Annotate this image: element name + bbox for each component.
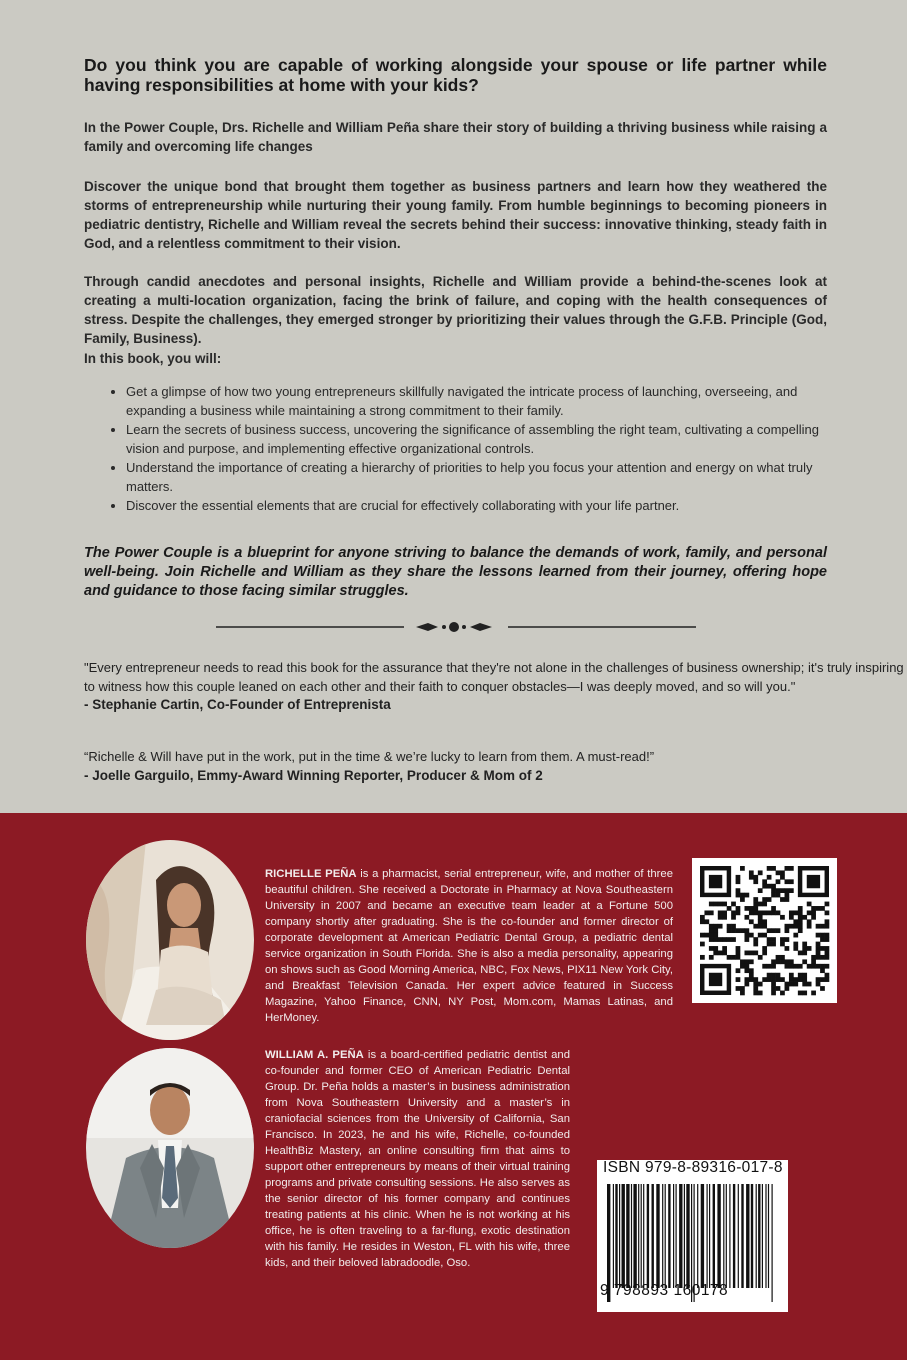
anecdotes-paragraph: Through candid anecdotes and personal insights, Richelle and William provide a behind-the-scenes look at creating a multi-location organization, facing the brink of failure, and coping with the health consequences of stress. Despite the challenges, they emerged stronger by prioritizing their values through the G.F.B. Principle (God, Family, Business).: [84, 274, 827, 346]
author-name: RICHELLE PEÑA: [265, 868, 357, 880]
discover-paragraph: Discover the unique bond that brought them together as business partners and learn how they weathered the storms of entrepreneurship while nurturing their young family. From humble beginnings to becoming pioneers in pediatric dentistry, Richelle and William reveal the secrets behind their success: innovative thinking, steady faith in God, and a relentless commitment to their vision.: [84, 179, 827, 251]
testimonial-quote: “Richelle & Will have put in the work, put in the time & we’re lucky to learn from them. A must-read!”: [84, 749, 655, 764]
list-item: • Discover the essential elements that are crucial for effectively collaborating with your life partner.: [126, 496, 846, 515]
benefits-list: [104, 382, 846, 515]
closing-statement: The Power Couple is a blueprint for anyone striving to balance the demands of work, family, and personal well-being. Join Richelle and William as they share the lessons learned from their journey, offering hope and guidance to those facing similar struggles.: [84, 545, 827, 599]
list-item: • Learn the secrets of business success, uncovering the significance of assembling the right team, cultivating a compelling vision and purpose, and implementing effective organizational controls.: [126, 420, 846, 458]
author-name: WILLIAM A. PEÑA: [265, 1049, 364, 1061]
testimonial-attribution: - Joelle Garguilo, Emmy-Award Winning Reporter, Producer & Mom of 2: [84, 767, 543, 783]
testimonial-quote: "Every entrepreneur needs to read this book for the assurance that they're not alone in the challenges of business ownership; it's truly inspiring to witness how this couple leaned on each other and their faith to conquer obstacles—I was deeply moved, and so will you.": [84, 660, 904, 694]
headline: Do you think you are capable of working alongside your spouse or life partner while having responsibilities at home with your kids?: [84, 55, 827, 95]
ornamental-divider: [216, 618, 696, 636]
intro-paragraph: In the Power Couple, Drs. Richelle and William Peña share their story of building a thriving business while raising a family and overcoming life changes: [84, 120, 827, 154]
book-lead-in: In this book, you will:: [84, 351, 222, 366]
author-bio-text: is a board-certified pediatric dentist and co-founder and former CEO of American Pediatric Dental Group. Dr. Peña holds a master’s in business administration from Nova Southeastern University and a master’s in craniofacial sciences from the University of California, San Francisco. In 2023, he and his wife, Richelle, co-founded HealthBiz Mastery, an online consulting firm that aims to support other entrepreneurs by means of their virtual training programs and private consulting sessions. He also serves as the senior director of his former company and continues treating patients at his clinic. When he is not working at his office, he is often traveling to a far-flung, exotic destination with his family. He resides in Weston, FL with his wife, three kids, and their beloved labradoodle, Oso.: [265, 1049, 570, 1269]
testimonial-attribution: - Stephanie Cartin, Co-Founder of Entreprenista: [84, 697, 391, 712]
barcode-digits: 9 798893 160178: [600, 1282, 729, 1299]
isbn-label: ISBN 979-8-89316-017-8: [603, 1159, 783, 1176]
testimonial-cartin: [84, 659, 904, 715]
richelle-portrait: [86, 840, 254, 1040]
author-bio-text: is a pharmacist, serial entrepreneur, wife, and mother of three beautiful children. She received a Doctorate in Pharmacy at Nova Southeastern University in 2007 and became an executive team leader at a Fortune 500 company shortly after graduating. She is the co-founder and former director of corporate development at American Pediatric Dental Group, a pediatric dental service organization in South Florida. She is also a media personality, appearing on shows such as Good Morning America, NBC, Fox News, PIX11 New York City, and Breakfast Television Canada. Her expert advice featured in Success Magazine, Yahoo Finance, CNN, NY Post, Mom.com, Mamas Latinas, and HerMoney.: [265, 868, 673, 1024]
richelle-bio: [265, 866, 673, 1026]
list-item: • Get a glimpse of how two young entrepreneurs skillfully navigated the intricate process of launching, overseeing, and expanding a business while maintaining a strong commitment to their family.: [126, 382, 846, 420]
testimonial-garguilo: [84, 748, 904, 785]
qr-code[interactable]: [692, 858, 837, 1003]
list-item: • Understand the importance of creating a hierarchy of priorities to help you focus your attention and energy on what truly matters.: [126, 458, 846, 496]
william-portrait: [86, 1048, 254, 1248]
william-bio: [265, 1047, 570, 1271]
